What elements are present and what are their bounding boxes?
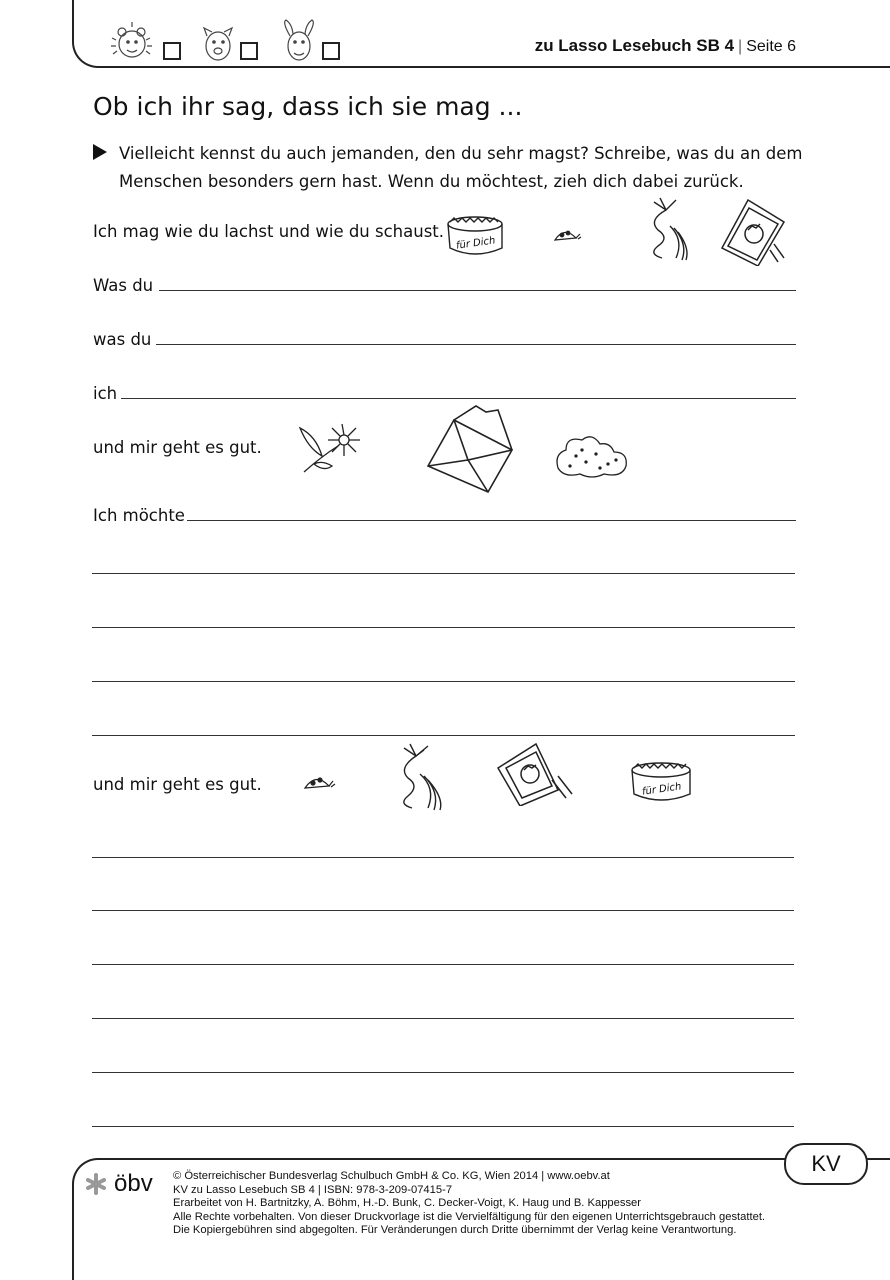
worksheet-title: Ob ich ihr sag, dass ich sie mag ...	[93, 92, 523, 121]
gift-box-label: für Dich	[641, 781, 683, 798]
envelope-icon	[424, 402, 518, 494]
dog-face-icon	[198, 22, 238, 64]
footer-line: Erarbeitet von H. Bartnitzky, A. Böhm, H.-D. Bunk, C. Decker-Voigt, K. Haug und B. Kappesser	[173, 1197, 642, 1209]
writing-line[interactable]	[92, 627, 795, 628]
gift-box-icon	[628, 758, 694, 808]
publisher-name: öbv	[114, 1170, 153, 1197]
ribbon-icon	[390, 742, 448, 814]
prompt-was-du-2: was du	[93, 330, 152, 349]
writing-line[interactable]	[92, 1126, 794, 1127]
book-title: zu Lasso Lesebuch SB 4	[534, 36, 735, 55]
bear-face-icon	[108, 20, 156, 64]
footer-line: KV zu Lasso Lesebuch SB 4 | ISBN: 978-3-209-07415-7	[173, 1183, 453, 1196]
poem-line-gut-2: und mir geht es gut.	[93, 775, 262, 794]
footer-legal-text	[173, 1170, 833, 1238]
portrait-frame-icon	[496, 740, 576, 806]
ladybug-icon	[302, 770, 336, 794]
writing-line[interactable]	[92, 681, 795, 682]
writing-line[interactable]	[92, 857, 794, 858]
kv-badge: KV	[784, 1143, 868, 1185]
donkey-face-icon	[276, 18, 322, 64]
flower-icon	[294, 420, 364, 476]
publisher-logo	[84, 1170, 153, 1198]
writing-line[interactable]	[92, 735, 795, 736]
writing-line[interactable]	[92, 1018, 794, 1019]
writing-line[interactable]	[92, 910, 794, 911]
header-frame	[72, 0, 890, 68]
instruction-text: Vielleicht kennst du auch jemanden, den du sehr magst? Schreibe, was du an dem Menschen besonders gern hast. Wenn du möchtest, zieh dich dabei zurück.	[119, 144, 803, 191]
writing-line-was-du-1[interactable]	[159, 290, 796, 291]
ribbon-icon	[640, 196, 694, 264]
footer-line: Alle Rechte vorbehalten. Von dieser Druckvorlage ist die Vervielfältigung für den eigenen Unterrichtsgebrauch gestattet.	[173, 1210, 766, 1223]
play-arrow-icon	[93, 144, 107, 160]
prompt-ich: ich	[93, 384, 118, 403]
header-separator: |	[738, 38, 743, 55]
gift-box-icon	[444, 212, 506, 262]
cloud-icon	[552, 430, 632, 480]
checkbox-bear[interactable]	[163, 42, 181, 60]
footer-line: Die Kopiergebühren sind abgegolten. Für Veränderungen durch Dritte übernimmt der Verlag keine Verantwortung.	[173, 1224, 737, 1236]
star-logo-icon	[84, 1172, 108, 1196]
writing-line[interactable]	[92, 1072, 794, 1073]
page-label: Seite 6	[746, 38, 796, 55]
ladybug-icon	[552, 224, 582, 246]
writing-line[interactable]	[92, 964, 794, 965]
writing-line-ich[interactable]	[121, 398, 796, 399]
poem-line-1: Ich mag wie du lachst und wie du schaust.	[93, 222, 445, 241]
gift-box-label: für Dich	[455, 235, 497, 252]
poem-line-gut-1: und mir geht es gut.	[93, 438, 262, 457]
header-book-reference	[535, 36, 796, 56]
checkbox-dog[interactable]	[240, 42, 258, 60]
prompt-was-du-1: Was du	[93, 276, 154, 295]
writing-line[interactable]	[92, 573, 795, 574]
writing-line-ich-moechte[interactable]	[187, 520, 796, 521]
writing-line-was-du-2[interactable]	[156, 344, 796, 345]
prompt-ich-moechte: Ich möchte	[93, 506, 185, 525]
checkbox-donkey[interactable]	[322, 42, 340, 60]
footer-line: © Österreichischer Bundesverlag Schulbuch GmbH & Co. KG, Wien 2014 | www.oebv.at	[173, 1170, 610, 1182]
portrait-frame-icon	[718, 194, 790, 266]
